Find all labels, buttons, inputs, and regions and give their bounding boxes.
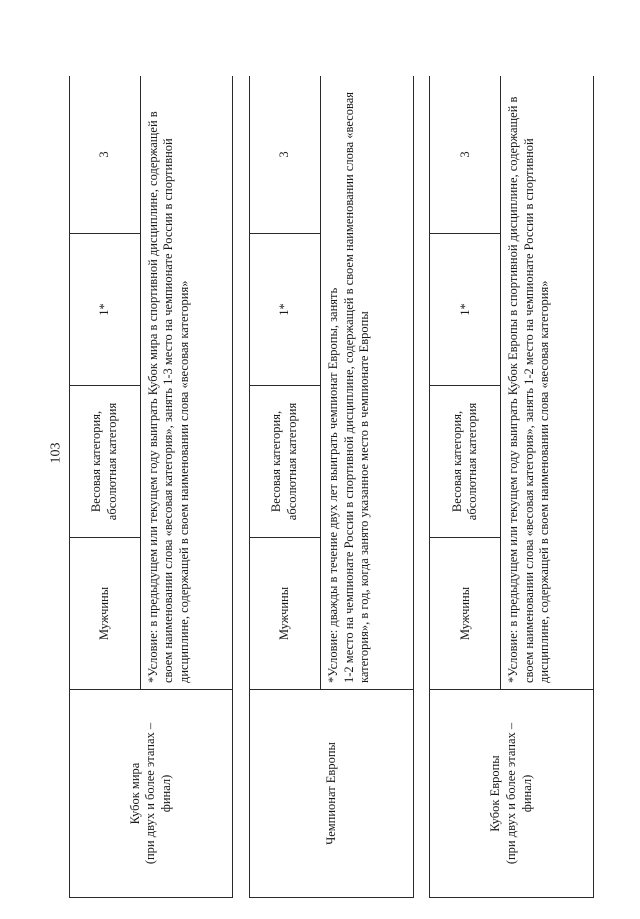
count-cell: 3 — [250, 76, 321, 234]
place-cell: 1* — [250, 234, 321, 386]
table-landscape — [69, 76, 594, 898]
category-cell: Весовая категория, абсолютная категория — [250, 386, 321, 538]
competition-cell: Кубок мира (при двух и более этапах – финал) — [70, 690, 233, 898]
requirements-table — [69, 76, 594, 898]
condition-text: *Условие: в предыдущем или текущем году выиграть Кубок Европы в спортивной дисциплине, содержащей в своем наименовании слова «весовая категория», занять 1-2 место на чемпионате России в спортивной дисциплине, содержащей в своем наименовании слова «весовая категория» — [506, 96, 552, 683]
condition-cell — [321, 76, 414, 690]
table-row — [430, 76, 501, 898]
place-cell: 1* — [70, 234, 141, 386]
gender-cell: Мужчины — [70, 538, 141, 690]
condition-text: *Условие: дважды в течение двух лет выиграть чемпионат Европы, занять 1-2 место на чемпионате России в спортивной дисциплине, содержащей в своем наименовании слова «весовая категория», в год, когда занято указанное место в чемпионате Европы — [326, 91, 372, 683]
table-rotation-wrapper — [69, 76, 594, 898]
page-number: 103 — [48, 442, 64, 464]
table-row — [250, 76, 321, 898]
table-row — [70, 76, 141, 898]
gender-cell: Мужчины — [430, 538, 501, 690]
condition-text: *Условие: в предыдущем или текущем году выиграть Кубок мира в спортивной дисциплине, содержащей в своем наименовании слова «весовая категория», занять 1-3 место на чемпионате России в спортивной дисциплине, содержащей в своем наименовании слова «весовая категория» — [145, 111, 192, 683]
category-cell: Весовая категория, абсолютная категория — [70, 386, 141, 538]
condition-cell — [501, 76, 594, 690]
condition-cell — [140, 76, 233, 690]
competition-cell: Кубок Европы (при двух и более этапах – финал) — [430, 690, 594, 898]
category-cell: Весовая категория, абсолютная категория — [430, 386, 501, 538]
row-gap — [413, 76, 430, 898]
place-cell: 1* — [430, 234, 501, 386]
competition-cell: Чемпионат Европы — [250, 690, 413, 898]
gender-cell: Мужчины — [250, 538, 321, 690]
count-cell: 3 — [70, 76, 141, 234]
count-cell: 3 — [430, 76, 501, 234]
row-gap — [233, 76, 250, 898]
